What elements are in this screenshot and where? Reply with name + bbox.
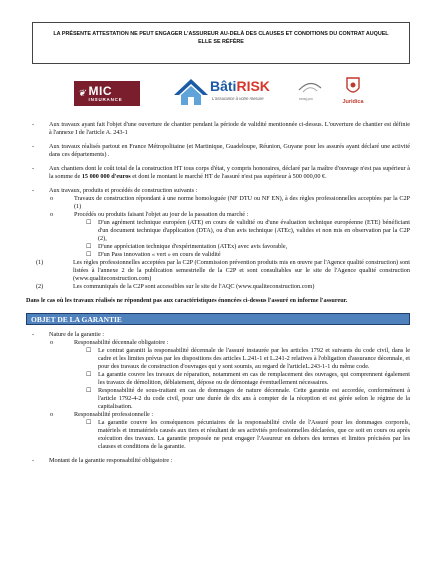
mic-subtitle: INSURANCE — [88, 97, 123, 102]
montant-label: Montant de la garantie responsabilité obligatoire : — [49, 457, 173, 464]
condition-text: Aux travaux ayant fait l'objet d'une ouverture de chantier pendant la période de validité mentionnée ci-dessus. L'ouverture de chantier est définie à l'annexe I de l'article A. 243-1 — [49, 121, 410, 136]
dash-bullet: - — [32, 165, 35, 172]
dash-bullet: - — [32, 331, 35, 338]
condition-text-part: et dont le montant le marché HT de l'assuré n'est pas supérieur à 500 000,00 €. — [130, 173, 327, 180]
juridica-logo — [336, 75, 370, 111]
mic-logo — [74, 81, 140, 106]
footnote-text: Les règles professionnelles acceptées par la C2P (Commission prévention produits mis en œuvre par l'Agence qualité construction) sont listées à l'annexe 2 de la publication semestrielle de la C2P et sont consultables sur le site de l'Agence qualité construction (www.qualiteconstruction.com) — [73, 259, 410, 282]
condition-text — [49, 165, 410, 181]
footnote-text: Les communiqués de la C2P sont accessibles sur le site de l'AQC (www.qualiteconstruction.com) — [73, 283, 315, 290]
batirisk-house-icon — [172, 75, 210, 109]
montant-plafond: 15 000 000 d'euros — [81, 173, 131, 180]
subitem-text: Procédés ou produits faisant l'objet au jour de la passation du marché : — [74, 211, 249, 218]
nature-label: Nature de la garantie : — [49, 331, 104, 338]
checkbox-bullet: ☐ — [86, 419, 92, 426]
subitem-text: Travaux de construction répondant à une norme homologuée (NF DTU ou NF EN), à des règles professionnelles acceptées par la C2P (1) — [74, 195, 410, 210]
mic-mark-icon: ❦ — [78, 88, 86, 98]
dash-bullet: - — [32, 187, 35, 194]
subitem-procedes — [50, 211, 410, 219]
header-notice: LA PRÉSENTE ATTESTATION NE PEUT ENGAGER L'ASSUREUR AU-DELÀ DES CLAUSES ET CONDITIONS DU CONTRAT AUQUEL ELLE SE RÉFÈRE — [53, 31, 389, 46]
section-title-bar: OBJET DE LA GARANTIE — [26, 313, 410, 325]
rd-item-2 — [86, 371, 410, 387]
circle-bullet: o — [50, 195, 54, 202]
smaj-logo — [295, 78, 325, 108]
condition-item-territoire — [26, 143, 410, 159]
resp-decennale-label: Responsabilité décennale obligatoire : — [74, 339, 169, 346]
subsubitem-text: D'une appréciation technique d'expérimentation (ATEx) avec avis favorable, — [98, 243, 288, 250]
checkbox-bullet: ☐ — [86, 371, 92, 378]
header-notice-box — [32, 22, 410, 64]
condition-text-part: Aux chantiers dont le coût total de la construction HT tous corps d'état, y compris honoraires, déclaré par la maître d'ouvrage n'est pas supérieur à la somme de — [49, 165, 410, 180]
condition-text: Aux travaux réalisés partout en France Métropolitaine (et Martinique, Guadeloupe, Réunion, Guyane pour les assurés ayant déclaré une activité dans ces départements) . — [49, 143, 410, 158]
smaj-swoosh-icon — [295, 78, 325, 96]
checkbox-bullet: ☐ — [86, 219, 92, 226]
checkbox-bullet: ☐ — [86, 243, 92, 250]
circle-bullet: o — [50, 339, 54, 346]
juridica-label: Juridica — [342, 99, 364, 105]
subsubitem-text: D'un agrément technique européen (ATE) en cours de validité ou d'une évaluation technique européenne (ETE) bénéficiant d'un document technique d'application (DTA), ou d'un avis technique (ATEc), valides et non mis en observation par la C2P (2), — [98, 219, 410, 242]
footnote-1 — [36, 259, 410, 283]
condition-item-procedes — [26, 187, 410, 195]
batirisk-part2: RISK — [236, 78, 270, 94]
rd-text: Le contrat garantit la responsabilité décennale de l'assuré instaurée par les articles 1792 et suivants du code civil, dans le cadre et les limites prévus par les dispositions des articles L.241-1 et L.241-2 relatives à l'obligation d'assurance décennale, et pour des travaux de construction d'ouvrages qui y sont soumis, au regard de l'articleL.243-1-1 du même code. — [98, 347, 410, 370]
dash-bullet: - — [32, 457, 35, 464]
dash-bullet: - — [32, 121, 35, 128]
checkbox-bullet: ☐ — [86, 347, 92, 354]
subsubitem-atex — [86, 243, 410, 251]
warning-note: Dans le cas où les travaux réalisés ne répondent pas aux caractéristiques énoncées ci-dessus l'assuré en informe l'assureur. — [26, 297, 348, 304]
logo-row — [40, 73, 410, 113]
circle-bullet: o — [50, 411, 54, 418]
dash-bullet: - — [32, 143, 35, 150]
rd-text: La garantie couvre les travaux de réparation, notamment en cas de remplacement des ouvrages, qui comprennent également les travaux de démolition, déblaiement, dépose ou de démontage éventuellement nécessaires. — [98, 371, 410, 386]
condition-text: Aux travaux, produits et procédés de construction suivants : — [49, 187, 198, 194]
smaj-label: smaj.pro — [299, 97, 313, 101]
subitem-normes — [50, 195, 410, 211]
attestation-body — [26, 121, 410, 465]
resp-pro-item — [50, 411, 410, 419]
rd-item-1 — [86, 347, 410, 371]
checkbox-bullet: ☐ — [86, 387, 92, 394]
footnote-marker: (1) — [36, 259, 44, 266]
nature-item — [26, 331, 410, 339]
resp-decennale-item — [50, 339, 410, 347]
subsubitem-ate — [86, 219, 410, 243]
batirisk-tagline: L'assurance à votre mesure — [212, 96, 264, 101]
batirisk-logo — [172, 75, 284, 109]
rd-item-3 — [86, 387, 410, 411]
montant-item — [26, 457, 410, 465]
batirisk-part1: Bâti — [210, 78, 237, 94]
footnote-marker: (2) — [36, 283, 44, 290]
subsubitem-pass — [86, 251, 410, 259]
rd-text: Responsabilité de sous-traitant en cas de dommages de nature décennale. Cette garantie est accordée, conformément à l'article 1792-4-2 du code civil, pour une durée de dix ans à compter de la réception et est gérée selon le régime de la capitalisation. — [98, 387, 410, 410]
circle-bullet: o — [50, 211, 54, 218]
checkbox-bullet: ☐ — [86, 251, 92, 258]
condition-item-montant — [26, 165, 410, 181]
footnote-2 — [36, 283, 410, 291]
resp-pro-label: Responsabilité professionnelle : — [74, 411, 154, 418]
condition-item-chantier — [26, 121, 410, 137]
subsubitem-text: D'un Pass innovation « vert » en cours de validité — [98, 251, 221, 258]
rp-item-1 — [86, 419, 410, 451]
juridica-shield-icon — [336, 75, 370, 99]
mic-title: MIC — [88, 84, 113, 98]
rp-text: La garantie couvre les conséquences pécuniaires de la responsabilité civile de l'Assuré pour les dommages corporels, matériels et immatériels causés aux tiers et résultant de ses activités professionnelles déclarées, que ce soit en cours ou après exécution des travaux. La garantie proposée ne peut engager l'Assureur en dehors des termes et limites précisées par les clauses et conditions de la garantie. — [98, 419, 410, 450]
